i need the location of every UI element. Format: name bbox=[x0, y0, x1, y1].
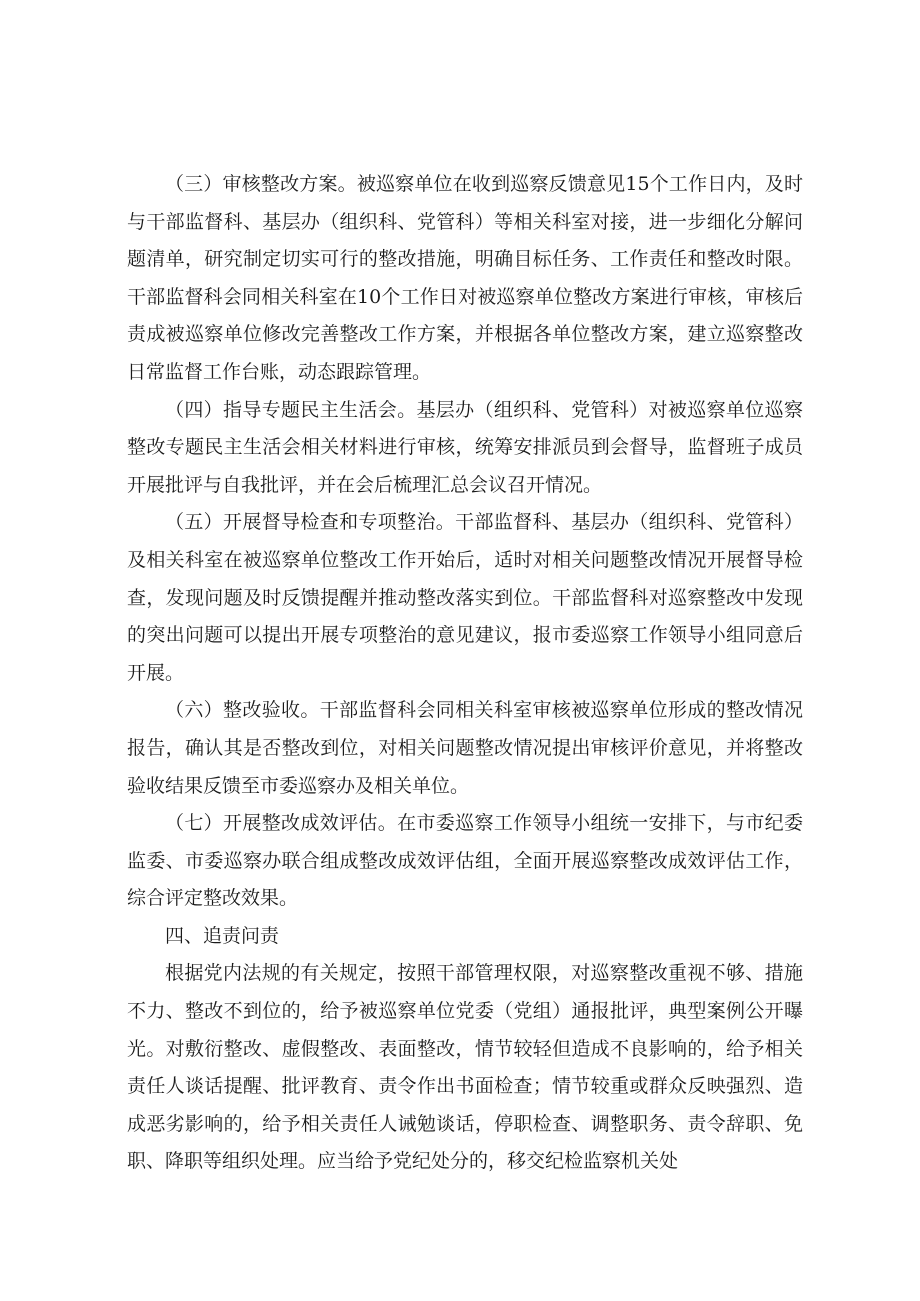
paragraph-supervision-inspection: （五）开展督导检查和专项整治。干部监督科、基层办（组织科、党管科）及相关科室在被巡察单位整改工作开始后，适时对相关问题整改情况开展督导检查，发现问题及时反馈提醒并推动整改落实到位。干部监督科对巡察整改中发现的突出问题可以提出开展专项整治的意见建议，报市委巡察工作领导小组同意后开展。 bbox=[127, 511, 803, 684]
paragraph-review-plan: （三）审核整改方案。被巡察单位在收到巡察反馈意见15个工作日内，及时与干部监督科、基层办（组织科、党管科）等相关科室对接，进一步细化分解问题清单，研究制定切实可行的整改措施，明确目标任务、工作责任和整改时限。干部监督科会同相关科室在10个工作日对被巡察单位整改方案进行审核，审核后责成被巡察单位修改完善整改工作方案，并根据各单位整改方案，建立巡察整改日常监督工作台账，动态跟踪管理。 bbox=[127, 173, 803, 383]
paragraph-accountability-rules: 根据党内法规的有关规定，按照干部管理权限，对巡察整改重视不够、措施不力、整改不到位的，给予被巡察单位党委（党组）通报批评，典型案例公开曝光。对敷衍整改、虚假整改、表面整改，情节较轻但造成不良影响的，给予相关责任人谈话提醒、批评教育、责令作出书面检查；情节较重或群众反映强烈、造成恶劣影响的，给予相关责任人诫勉谈话，停职检查、调整职务、责令辞职、免职、降职等组织处理。应当给予党纪处分的，移交纪检监察机关处 bbox=[127, 962, 803, 1173]
paragraph-effect-evaluation: （七）开展整改成效评估。在市委巡察工作领导小组统一安排下，与市纪委监委、市委巡察办联合组成整改成效评估组，全面开展巡察整改成效评估工作，综合评定整改效果。 bbox=[127, 812, 803, 910]
document-body bbox=[127, 166, 803, 1181]
paragraph-acceptance: （六）整改验收。干部监督科会同相关科室审核被巡察单位形成的整改情况报告，确认其是否整改到位，对相关问题整改情况提出审核评价意见，并将整改验收结果反馈至市委巡察办及相关单位。 bbox=[127, 699, 803, 797]
section-heading-accountability: 四、追责问责 bbox=[165, 924, 280, 947]
paragraph-democratic-meeting: （四）指导专题民主生活会。基层办（组织科、党管科）对被巡察单位巡察整改专题民主生活会相关材料进行审核，统筹安排派员到会督导，监督班子成员开展批评与自我批评，并在会后梳理汇总会议召开情况。 bbox=[127, 398, 803, 496]
